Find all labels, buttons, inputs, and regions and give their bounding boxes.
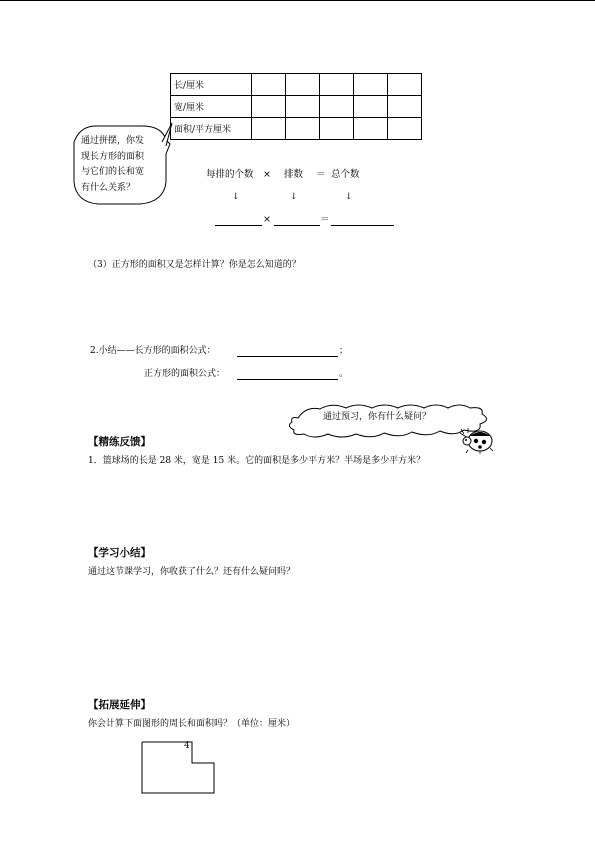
blank-rows[interactable] [274, 225, 320, 226]
square-formula-blank[interactable] [237, 379, 338, 380]
table-blank-cell[interactable] [320, 74, 354, 96]
rect-formula-end: ； [339, 346, 349, 356]
square-formula-end: 。 [339, 369, 349, 379]
table-blank-cell[interactable] [354, 74, 388, 96]
table-row [171, 118, 422, 140]
section-heading-study-summary: 【学习小结】 [88, 547, 151, 559]
practice-question-1: 1．篮球场的长是 28 米，宽是 15 米。它的面积是多少平方米？半场是多少平方米？ [88, 456, 426, 466]
section-heading-practice: 【精练反馈】 [88, 436, 151, 448]
table-row [171, 74, 422, 96]
arrow-down-icon: ↓ [232, 192, 240, 202]
study-summary-prompt: 通过这节课学习，你收获了什么？还有什么疑问吗？ [88, 567, 296, 577]
speech-bubble-text [81, 134, 144, 196]
extension-prompt: 你会计算下面图形的周长和面积吗？（单位：厘米） [88, 719, 296, 729]
formula-term-rows: 排数 [284, 169, 304, 180]
rect-formula-blank[interactable] [237, 356, 338, 357]
table-blank-cell[interactable] [252, 96, 286, 118]
table-blank-cell[interactable] [388, 74, 422, 96]
formula-term-total: 总个数 [331, 169, 360, 180]
table-blank-cell[interactable] [252, 74, 286, 96]
formula-equals: ＝ [316, 169, 326, 180]
table-blank-cell[interactable] [320, 118, 354, 140]
square-formula-label: 正方形的面积公式： [144, 369, 226, 379]
rect-formula-label: 2.小结——长方形的面积公式： [90, 346, 216, 356]
formula-term-per-row: 每排的个数 [206, 169, 254, 180]
table-blank-cell[interactable] [354, 118, 388, 140]
thought-cloud-text: 通过预习，你有什么疑问？ [323, 412, 432, 422]
table-row-label: 宽/厘米 [171, 96, 252, 118]
blank-total[interactable] [331, 225, 394, 226]
table-blank-cell[interactable] [354, 96, 388, 118]
table-blank-cell[interactable] [286, 118, 320, 140]
arrow-down-icon: ↓ [290, 192, 298, 202]
bubble-line: 有什么关系？ [81, 182, 136, 193]
bubble-line: 通过拼摆，你发 [81, 136, 145, 146]
table-blank-cell[interactable] [252, 118, 286, 140]
table-row-label: 面积/平方厘米 [171, 118, 252, 140]
bubble-line: 与它们的长和宽 [81, 167, 145, 177]
table-blank-cell[interactable] [388, 96, 422, 118]
question-3: （3）正方形的面积又是怎样计算？你是怎么知道的？ [88, 260, 301, 270]
page-top-rule [0, 0, 595, 1]
ladybug-cartoon-icon [458, 424, 498, 454]
bubble-line: 现长方形的面积 [81, 151, 145, 162]
measurement-table [170, 73, 422, 140]
blank-per-row[interactable] [215, 225, 262, 226]
table-blank-cell[interactable] [388, 118, 422, 140]
arrow-down-icon: ↓ [345, 192, 353, 202]
l-shape-figure [138, 738, 222, 798]
table-blank-cell[interactable] [286, 96, 320, 118]
formula-times-2: × [263, 214, 271, 225]
section-heading-extension: 【拓展延伸】 [88, 699, 151, 711]
table-row [171, 96, 422, 118]
table-blank-cell[interactable] [286, 74, 320, 96]
formula-equals-2: ＝ [320, 214, 330, 225]
table-row-label: 长/厘米 [171, 74, 252, 96]
table-blank-cell[interactable] [320, 96, 354, 118]
figure-dimension-label: 4 [184, 741, 190, 751]
formula-times: × [263, 169, 271, 180]
